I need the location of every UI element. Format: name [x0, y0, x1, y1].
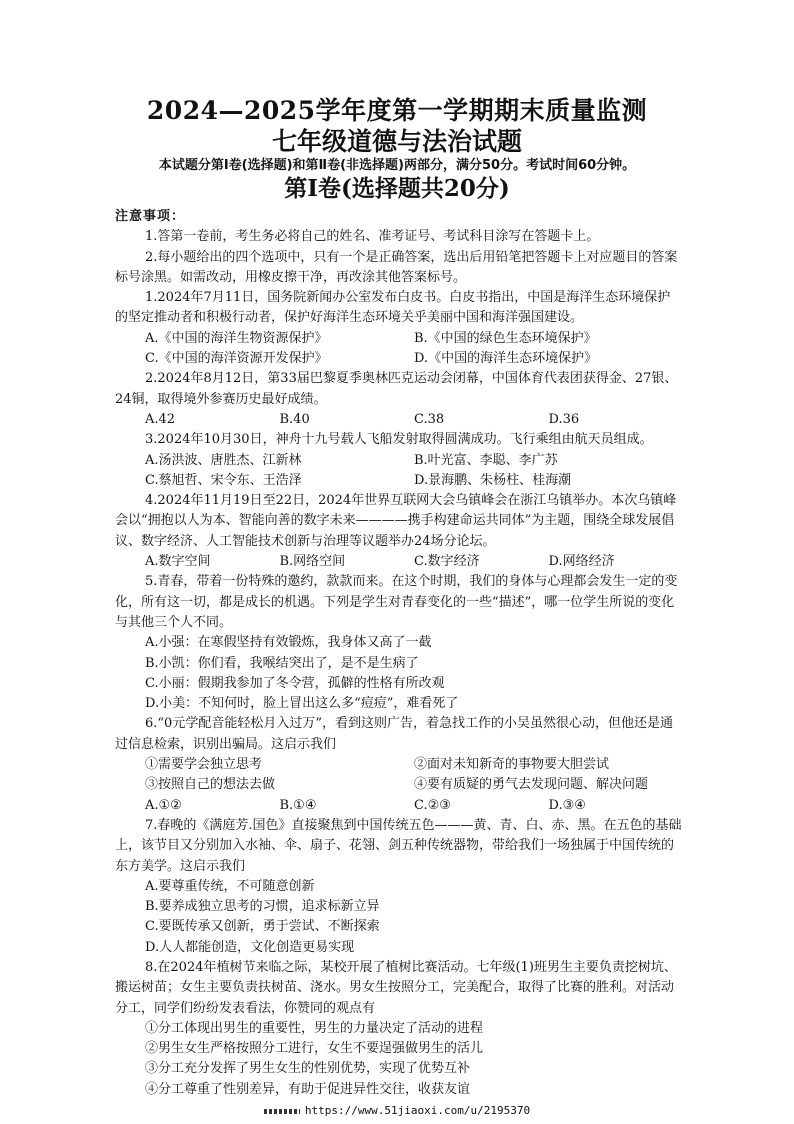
option-a: A.①② — [145, 797, 182, 813]
option-c: C.要既传承又创新，勇于尝试、不断探索 — [145, 919, 380, 935]
exam-title: 2024—2025学年度第一学期期末质量监测 — [146, 96, 648, 125]
question-1-options — [115, 349, 683, 369]
option-a: A.小强：在寒假坚持有效锻炼，我身体又高了一截 — [145, 635, 432, 651]
footer-mark-icon — [264, 1109, 300, 1114]
question-4-options — [115, 552, 683, 572]
option-d: D.网络经济 — [548, 554, 615, 570]
question-3-options — [115, 471, 683, 491]
question-1-stem: 1.2024年7月11日，国务院新闻办公室发布白皮书。白皮书指出，中国是海洋生态环境保护的坚定推动者和积极行动者，保护好海洋生态环境关乎美丽中国和海洋强国建设。 — [115, 290, 671, 326]
note-2: 2.每小题给出的四个选项中，只有一个是正确答案，选出后用铅笔把答题卡上对应题目的答案标号涂黑。如需改动，用橡皮擦干净，再改涂其他答案标号。 — [115, 249, 678, 285]
question-4-stem: 4.2024年11月19日至22日，2024年世界互联网大会乌镇峰会在浙江乌镇举办。本次乌镇峰会以“拥抱以人为本、智能向善的数字未来————携手构建命运共同体”为主题，围绕全球发展倡议、数字经济、人工智能技术创新与治理等议题举办24场分论坛。 — [115, 493, 677, 549]
question-6-stem: 6.“0元学配音能轻松月入过万”，看到这则广告，着急找工作的小吴虽然很心动，但他还是通过信息检索，识别出骗局。这启示我们 — [115, 716, 673, 752]
option-a: A.42 — [145, 411, 176, 427]
note-1: 1.答第一卷前，考生务必将自己的姓名、准考证号、考试科目涂写在答题卡上。 — [145, 229, 600, 245]
option-a: A.数字空间 — [145, 554, 211, 570]
statement-1: ①分工体现出男生的重要性，男生的力量决定了活动的进程 — [145, 1020, 484, 1036]
question-5-stem: 5.青春，带着一份特殊的邀约，款款而来。在这个时期，我们的身体与心理都会发生一定的变化，所有这一切，都是成长的机遇。下列是学生对青春变化的一些“描述”，哪一位学生所说的变化与其他三个人不同。 — [115, 574, 678, 630]
option-b: B.叶光富、李聪、李广苏 — [414, 452, 558, 468]
exam-body — [115, 207, 683, 1100]
question-6-items — [115, 775, 683, 795]
section-title: 第Ⅰ卷(选择题共20分) — [284, 175, 510, 202]
question-1-options — [115, 329, 683, 349]
question-8-stem: 8.在2024年植树节来临之际，某校开展了植树比赛活动。七年级(1)班男生主要负责挖树坑、搬运树苗；女生主要负责扶树苗、浇水。男女生按照分工，完美配合，取得了比赛的胜利。对活动分工，同学们纷纷发表看法，你赞同的观点有 — [115, 959, 677, 1016]
footer-url[interactable]: https://www.51jiaoxi.com/u/2195370 — [304, 1104, 531, 1117]
footer — [0, 1104, 794, 1117]
statement-3: ③按照自己的想法去做 — [145, 777, 276, 793]
option-c: C.38 — [414, 411, 445, 427]
option-b: B.①④ — [279, 797, 317, 813]
statement-2: ②面对未知新奇的事物要大胆尝试 — [414, 757, 610, 773]
option-c: C.②③ — [414, 797, 451, 813]
option-d: D.《中国的海洋生态环境保护》 — [414, 351, 598, 367]
option-c: C.数字经济 — [414, 554, 480, 570]
option-c: C.《中国的海洋资源开发保护》 — [145, 351, 328, 367]
statement-4: ④要有质疑的勇气去发现问题、解决问题 — [414, 777, 649, 793]
option-d: D.小美：不知何时，脸上冒出这么多“痘痘”，难看死了 — [145, 696, 459, 712]
option-d: D.36 — [548, 411, 580, 427]
question-6-options — [115, 796, 683, 816]
question-2-options — [115, 410, 683, 430]
question-3-options — [115, 451, 683, 471]
question-6-items — [115, 755, 683, 775]
option-b: B.《中国的绿色生态环境保护》 — [414, 330, 597, 346]
option-c: C.小丽：假期我参加了冬令营，孤僻的性格有所改观 — [145, 675, 445, 691]
option-d: D.人人都能创造，文化创造更易实现 — [145, 939, 355, 955]
option-d: D.③④ — [548, 797, 586, 813]
question-7-stem: 7.春晚的《满庭芳.国色》直接聚焦到中国传统五色———黄、青、白、赤、黑。在五色的基础上，该节目又分别加入水袖、伞、扇子、花翎、剑五种传统器物，带给我们一场独属于中国传统的东方美学。这启示我们 — [115, 817, 682, 874]
option-b: B.小凯：你们看，我喉结突出了，是不是生病了 — [145, 655, 419, 671]
option-d: D.景海鹏、朱杨柱、桂海潮 — [414, 472, 572, 488]
option-a: A.《中国的海洋生物资源保护》 — [145, 330, 328, 346]
option-a: A.汤洪波、唐胜杰、江新林 — [145, 452, 302, 468]
option-c: C.蔡旭哲、宋令东、王浩泽 — [145, 472, 302, 488]
statement-4: ④分工尊重了性别差异，有助于促进异性交往，收获友谊 — [145, 1081, 471, 1097]
exam-subtitle: 七年级道德与法治试题 — [271, 127, 522, 156]
question-2-stem: 2.2024年8月12日，第33届巴黎夏季奥林匹克运动会闭幕，中国体育代表团获得金、27银、24铜，取得境外参赛历史最好成绩。 — [115, 371, 678, 407]
option-a: A.要尊重传统，不可随意创新 — [145, 878, 315, 894]
option-b: B.网络空间 — [279, 554, 346, 570]
question-3-stem: 3.2024年10月30日，神舟十九号载人飞船发射取得圆满成功。飞行乘组由航天员组成。 — [145, 432, 653, 448]
statement-1: ①需要学会独立思考 — [145, 757, 263, 773]
exam-info: 本试题分第Ⅰ卷(选择题)和第Ⅱ卷(非选择题)两部分，满分50分。考试时间60分钟。 — [158, 158, 636, 173]
option-b: B.40 — [279, 411, 310, 427]
statement-2: ②男生女生严格按照分工进行，女生不要逞强做男生的活儿 — [145, 1041, 484, 1057]
notes-heading: 注意事项： — [115, 209, 186, 224]
statement-3: ③分工充分发挥了男生女生的性别优势，实现了优势互补 — [145, 1061, 471, 1077]
option-b: B.要养成独立思考的习惯，追求标新立异 — [145, 899, 380, 915]
